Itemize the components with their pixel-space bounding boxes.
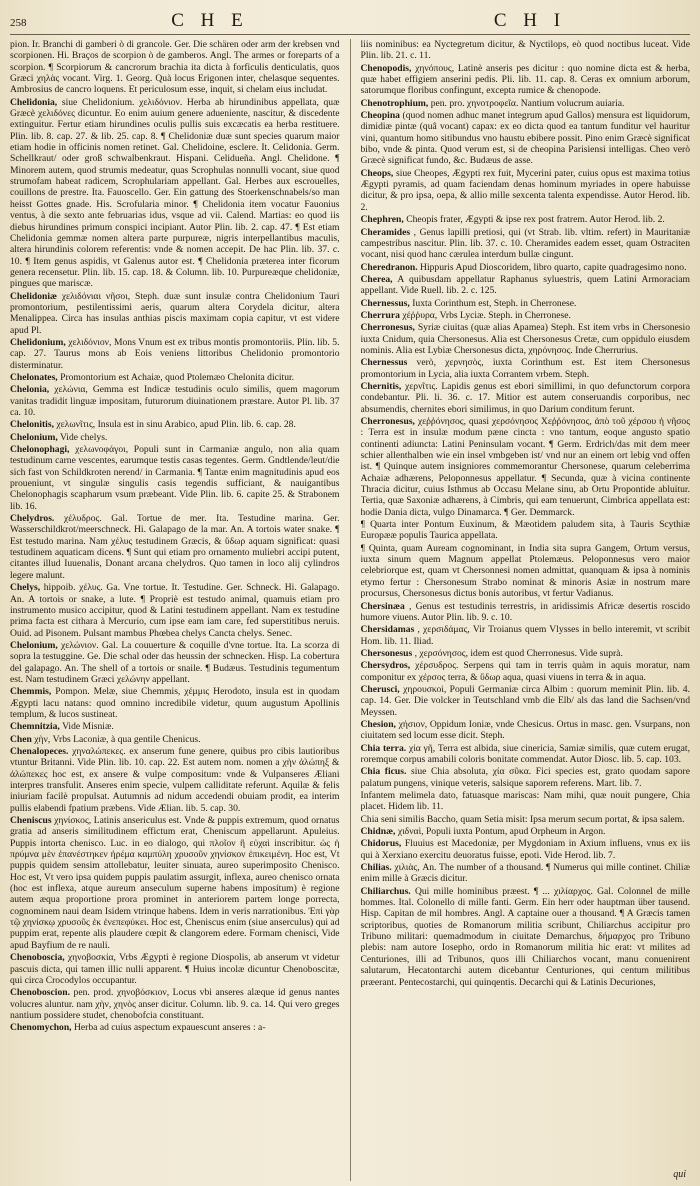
entry-headword: Chersydros, — [360, 660, 411, 672]
dictionary-entry — [361, 98, 691, 109]
entry-headword: Chilias. — [360, 862, 392, 874]
dictionary-entry — [361, 110, 691, 167]
entry-headword: Chenotrophium, — [360, 97, 429, 109]
entry-text: ¶ Quarta inter Pontum Euxinum, & Mæotidem paludem sita, à Tauris Scythiæ Europææ populis Taurica appellata. — [360, 519, 690, 542]
entry-text: (quod nomen adhuc manet integrum apud Gallos) mensura est liquidorum, dimidiæ pintæ (quâ vocant) capax: ex eo dicta quod ea tantum funditur vel hauritur vini, quantum homo sitibundus vno haustu ebibere possit. Pino enim Græcè significat bibo, vnde & pinta. Quod verum est, si de cheopina Parisiensi intelligas. Cheo verò Græcè significat fundo, &c. Budæus de asse. — [360, 110, 690, 167]
entry-headword: Chia ficus. — [360, 766, 407, 778]
dictionary-entry — [361, 39, 691, 62]
page-number: 258 — [10, 17, 27, 29]
entry-text: χελιδόνιαι νῆσοι, Steph. duæ sunt insulæ contra Chelidonium Tauri promontorium, pestilentissimi aeris, quarum altera Corydela dicitur, altera Menalippea. Circa has insulas anthias piscis maximam copia capitur, vt est videre apud Pl. — [10, 290, 340, 336]
dictionary-entry — [361, 416, 691, 518]
entry-text: Hippuris Apud Dioscoridem, libro quarto, capite quadragesimo nono. — [420, 261, 687, 273]
entry-text: χελωνῖτις, Insula est in sinu Arabico, apud Plin. lib. 6. cap. 28. — [56, 419, 296, 431]
entry-headword: Chelonitis, — [10, 419, 54, 431]
entry-headword: Chernitis, — [360, 380, 402, 392]
entry-headword: Cherea, — [360, 273, 393, 285]
dictionary-entry — [10, 513, 340, 581]
entry-headword: Chen — [10, 733, 32, 745]
dictionary-entry — [361, 826, 691, 837]
entry-text: χήσιον, Oppidum Ioniæ, vnde Chesicus. Ortus in masc. gen. Vsurpans, non ciuitatem sed locum esse dicit. Steph. — [360, 718, 690, 742]
entry-headword: Chemnitzia, — [10, 721, 60, 733]
entry-text: , Genus est testudinis terrestris, in aridissimis Africæ desertis roscido humore viuens. Autor Plin. lib. 9. c. 10. — [360, 600, 690, 623]
entry-headword: Chenoboscion. — [10, 987, 70, 999]
entry-text: , χερσιδάμας, Vir Troianus quem Vlysses in bello interemit, vt scribit Hom. lib. 11. Iliad. — [360, 624, 690, 647]
entry-text: χελώνια, Gemma est Indicæ testudinis oculo similis, quem magorum vanitas tradidit linguæ impositam, futurorum diuinationem præstare. Autor Pl. lib. 37 ca. 10. — [10, 384, 340, 418]
right-column — [361, 39, 691, 1181]
entry-text: pen. prod. χηνοβόσκιον, Locus vbi anseres alæque id genus nantes volucres aluntur. nam χὴν, χηνὸς anser dicitur. Column. lib. 9. ca. 14. Qui vero greges nantium possidere studet, chenobofcia constituant. — [10, 987, 340, 1021]
entry-headword: Chelonium, — [10, 431, 58, 443]
entry-headword: Chesion, — [360, 718, 396, 730]
dictionary-entry — [361, 624, 691, 647]
entry-text: ¶ Quinta, quam Auream cognominant, in India sita supra Gangem, Ortum versus, iuxta sinum quem Magnum appellat Ptolemæus. Peloponnesus vero maior celebriorque est, quam vt Chersonnesi nomen admittat, quanquam & ipsa à nominis etymo fertur : Chersonesum Strabo nominat & minoris Asiæ in nostrum mare procursus, Chersonesus dictus bonis autoribus, vt fertur Vadianus. — [360, 542, 690, 600]
entry-headword: Chelidonium, — [10, 336, 66, 348]
dictionary-entry — [10, 734, 340, 745]
entry-headword: Chenalopeces. — [10, 745, 69, 757]
entry-headword: Chelidonia, — [10, 96, 58, 108]
entry-headword: Chidnæ, — [360, 826, 396, 838]
entry-text: Chia seni similis Baccho, quam Setia misit: Ipsa merum secum portat, & ipsa salem. — [360, 813, 685, 825]
dictionary-entry — [361, 227, 691, 261]
dictionary-entry — [361, 214, 691, 225]
entry-headword: Cherronesus, — [360, 416, 415, 427]
entry-text: χιδναὶ, Populi iuxta Pontum, apud Orpheum in Argon. — [397, 826, 606, 838]
dictionary-entry — [10, 815, 340, 951]
entry-headword: Chephren, — [360, 214, 404, 226]
dictionary-entry — [10, 952, 340, 986]
entry-text: Pompon. Melæ, siue Chemmis, χέμμις Herodoto, insula est in quodam Ægypti lacu natans: quod omnino incredibile videtur, quum augustum Apollinis templum, & lucos sustineat. — [10, 686, 340, 720]
dictionary-entry — [361, 262, 691, 273]
entry-text: Vide Misniæ. — [62, 721, 114, 733]
dictionary-entry — [10, 384, 340, 418]
dictionary-entry — [10, 444, 340, 512]
entry-text: Syriæ ciuitas (quæ alias Apamea) Steph. Est item vrbs in Chersonesio iuxta Cnidum, quia Chersonesus. Alia est Chersonesus Cretæ, cum oppidulo eiusdem nominis. Alia est Lybiæ Chersonesus dicta, χηρόνησος. Inde Cherrurius. — [360, 322, 690, 356]
dictionary-entry — [10, 372, 340, 383]
entry-headword: Chemmis, — [10, 686, 52, 698]
entry-text: Vide chelys. — [59, 431, 108, 443]
entry-text: χὴν, Vrbs Laconiæ, à qua gentile Chenicus. — [34, 733, 201, 745]
entry-text: Herba ad cuius aspectum expauescunt anseres : a- — [73, 1022, 266, 1034]
entry-headword: Cherrura — [360, 309, 400, 321]
entry-headword: Chernessus — [360, 357, 408, 369]
entry-text: χηναλώπεκες. ex anserum fune genere, quibus pro cibis lautioribus vtuntur Britanni. Vide Plin. lib. 10. cap. 22. Est autem nom. nomen a χὴν ἀλώπηξ & ἀλώπεκες hoc est, ex ansere & vulpe compositum: vnde & Vulpanseres Æliani interpres transfulit. Anseres enim specie, vulpem calliditate referunt. Aquilæ & felis iniuriam facilè propulsat. Autumnis ad nidum accedendi obuiam prodit, ea interim pullis elabendi fpatium præbens. Vide Ælian. lib. 5. cap. 30. — [10, 745, 340, 814]
entry-text: χηνίσκος, Latinis ansericulus est. Vnde & puppis extremum, quod ornatus gratia ad anseris similitudinem effictum erat, Cheniscum appellarunt. Apuleius. Puppis intorta chenisco. Luc. in eo dialogo, qui πλοῖον ἢ εὐχαὶ inscribitur. ὡς ἡ πρύμνα μὲν ἐπανέστηκεν ἠρέμα καμπύλη χρυσοῦν χηνίσκον ἐπικειμένη. Hoc est, Vt puppis quidem sensim attollebatur, leuiter sinuata, aureo superimposito Chenisco. Hoc est, Vt vero ipsa quidem puppis paulatim assurgit, inflexa, aureo chenisco ornata (hoc est inflexa, atque aureum anseculum superne habens imposítum) è regione autem æqua proportione prora prominet in anteriorem partem longe porrecta, cognominem naui deam Isidem vtrinque habens. Idem in veris narrationibus. Ἐπὶ γὰρ τῷ χηνίσκῳ χρυσοῦς ἐκ ἐνεπεφύκει. Hoc est, Cheniscus enim (siue anserculus) qui ad puppim erat, repente alis plaudere cœpit & clangorem edere. Formam chenisci, Vide apud Bayfium de re nauli. — [10, 815, 340, 951]
dictionary-entry — [10, 337, 340, 371]
entry-text: siue Chelidonium. χελιδόνιον. Herba ab hirundinibus appellata, quæ Græcè χελιδόνες dicuntur. Eo enim auium genere adueniente, nascitur, & discedente extinguitur. Fertur etiam hirundines oculis pullis suis excæcatis ea herba restituere. Plin. lib. 8. cap. 27. & lib. 25. cap. 8. ¶ Chelidoniæ duæ sunt species quarum maior etiam hodie in officinis nomen retinet. Gal. Chelidoine, esclere. It. Celidonia. Germ. Schellkraut/ oder groß schwalbenkraut. Hispani. Celidueña. Angl. Chelidone. ¶ Minorem autem, quod strumis medeatur, quas Scrophulas nonnulli vocant, siue quod strumofam habeat radicem, Scrophulariam appellant. Gal. Herbes aux escrouelles, couillons de prestre. Ita. Fauoscello. Ger. Ein gattung des Stoerkenschnabels/so man heisst Gottes gnade. His. Scrofularia minor. ¶ Chelidonia item vocatur Fauonius ventus, à die sexto ante februarias idus, vsque ad vii. Calend. Martias: eo quod iis diebus hirundines primum conspici incipiant. Autor Plin. lib. 2. cap. 47. ¶ Est etiam Chelidonia gemmæ nomen altera parte purpureæ, nigris interpellantibus maculis, altera hirundinis colorem referentis: vnde & nomen accepit. De hac Plin. lib. 37. c. 10. ¶ Item genus aspidis, vt Galenus autor est. ¶ Chelidonia præterea inter ficorum genera recensetur. Plin. lib. 15. cap. 18. & Column. lib. 10. Purpureæque chelidoniæ, pingues que mariscæ. — [10, 96, 340, 290]
entry-headword: Cheniscus — [10, 815, 52, 827]
entry-text: χία γῆ, Terra est albida, siue cinericia, Samiæ similis, quæ cutem erugat, roremque corpus amabili coloris bonitate commendat. Autor Diosc. lib. 5. cap. 103. — [360, 742, 690, 765]
dictionary-entry — [361, 381, 691, 415]
dictionary-entry — [10, 1022, 340, 1033]
entry-headword: Chidorus, — [360, 838, 402, 850]
dictionary-entry — [10, 721, 340, 732]
dictionary-entry — [361, 814, 691, 825]
entry-headword: Chernessus, — [360, 297, 410, 309]
entry-headword: Chelonophagi, — [10, 444, 70, 456]
dictionary-entry — [10, 987, 340, 1021]
entry-headword: Chelonia, — [10, 384, 50, 396]
entry-text: χελώνιον. Gal. La couuerture & coquille d'vne tortue. Ita. La scorza di sopra la testuggine. Ge. Die schal oder das heussin der schnecken. Hisp. La cobertura del galapago. An. The shell of a tortois or snaile. ¶ Budæus. Testudinis tegumentum est. Nam testudinem Græci χελώνην appellant. — [10, 639, 340, 685]
dictionary-entry — [361, 357, 691, 380]
dictionary-entry — [361, 719, 691, 742]
entry-text: χέῤῥυρα, Vrbs Lyciæ. Steph. in Cherronese. — [402, 309, 571, 321]
column-rule — [350, 39, 351, 1181]
entry-text: siue Chia absoluta, χία σῦκα. Fici species est, grato quodam sapore palatum pungens, vinique veteris, salsique saporem referens. Mart. lib. 7. — [360, 766, 690, 789]
entry-headword: Chenopodis, — [360, 62, 412, 74]
dictionary-entry — [361, 543, 691, 600]
dictionary-entry — [10, 640, 340, 685]
dictionary-entry — [10, 432, 340, 443]
dictionary-entry — [361, 601, 691, 624]
entry-text: Cheopis frater, Ægypti & ipse rex post fratrem. Autor Herod. lib. 2. — [406, 214, 665, 226]
entry-text: Iuxta Corinthum est, Steph. in Cherronese. — [412, 297, 577, 309]
entry-headword: Chersonesus — [360, 647, 413, 659]
dictionary-entry — [10, 39, 340, 96]
entry-headword: Chiliarchus. — [360, 885, 411, 897]
dictionary-entry — [361, 838, 691, 861]
dictionary-entry — [361, 684, 691, 718]
dictionary-entry — [361, 322, 691, 356]
entry-headword: Chenomychon, — [10, 1022, 72, 1034]
entry-text: liis nominibus: ea Nyctegretum dicitur, & Nyctilops, eò quod noctibus luceat. Vide Plin. lib. 21. c. 11. — [360, 39, 690, 62]
dictionary-entry — [10, 419, 340, 430]
head-word-left: C H E — [171, 10, 249, 31]
entry-text: verò, χερνησὸς, iuxta Corinthum est. Est item Chersonesus promontorium in Lycia, alia iuxta Corrantem vrbem. Steph. — [360, 357, 690, 380]
dictionary-entry — [361, 63, 691, 97]
entry-headword: Chelydros. — [10, 513, 55, 525]
dictionary-entry — [10, 582, 340, 639]
entry-headword: Cheredranon. — [360, 261, 418, 273]
entry-headword: Chelys, — [10, 582, 41, 594]
entry-text: A quibusdam appellatur Raphanus syluestris, quem Latini Armoraciam appellant. Vide Ruell. lib. 2. c. 125. — [360, 273, 690, 297]
entry-text: χελωνοφάγοι, Populi sunt in Carmaniæ angulo, non alia quam testudinum carne vescentes, earumque testis casas tegentes. Germ. Gndtlende/leut/die sich fast von Schildkroten nerend/ in Carmania. ¶ Tantæ enim magnitudinis apud eos proueniunt, vt singulæ singulis casis tegendis sufficiant, & nauigantibus Chelonophagis scapharum vsum præbeant. Vide Plin. lib. 6. capite 25. & Strabonem lib. 16. — [10, 444, 340, 512]
entry-text: χερνῖτις. Lapidis genus est ebori simillimi, in quo defunctorum corpora condebantur. Pli. li. 36. c. 17. Mitior est autem conseruandis corporibus, nec absumendis, chernites ebori similimus, in quo Darium conditum ferunt. — [360, 380, 690, 415]
dictionary-entry — [361, 648, 691, 659]
entry-text: pen. pro. χηνοτροφεῖα. Nantium volucrum auiaria. — [430, 97, 625, 109]
entry-text: , χερσόνησος, idem est quod Cherronesus. Vide suprà. — [414, 647, 623, 659]
entry-headword: Chelonates, — [10, 371, 58, 383]
entry-headword: Chia terra. — [360, 742, 407, 754]
dictionary-entry — [361, 886, 691, 988]
entry-text: χεῤῥόνησος, quasi χερσόνησος Χεῤῥόνησος, ἀπὸ τοῦ χέρσου ἡ νῆσος : Terra est in insulæ modum pæne cincta : vno tantum, eoque angusto spatio continenti adiuncta: Latini Peninsulam vocant. ¶ Germ. Erdrich/das mit dem meer schier allenthalben wie ein insel vmbgeben ist/ vnd nur an einem ort lebig vnd offen ist. ¶ Quinque autem insigniores commemorantur Chersonese, quarum celeberrima Achaiæ adhærens, Peloponnesus appellatur. ¶ Secunda, quæ à vicina continente Thracia dicitur, cuius Isthmus ab Occasu Melane sinu, ab Ortu Propontide abluitur. Tertia, quæ Saxoniæ adhærens, à Cimbris, qui eam tenuerunt, Cimbrica appellata est: hodie Dania dicta, vulgo Dinamarca. ¶ Ger. Demmarck. — [360, 416, 690, 518]
dictionary-entry — [361, 743, 691, 766]
entry-headword: Chelidoniæ — [10, 290, 57, 302]
dictionary-entry — [361, 168, 691, 213]
head-word-right: C H I — [493, 10, 567, 31]
entry-text: , Genus lapilli pretiosi, qui (vt Strab. lib. vltim. refert) in Mauritaniæ campestribus nascitur. Plin. lib. 37. c. 10. Cheramides eadem esset, quam Ostraciten vocant, nisi quod hanc cærulea interdum bullæ cingunt. — [360, 226, 690, 261]
entry-text: χηνόπους, Latinè anseris pes dicitur : quo nomine dicta est & herba, quæ habet effigiem anserini pedis. Pli. lib. 11. cap. 8. Ceras ex omnium arborum, satorumque floribus confingunt, excepta rumice & chenopode. — [360, 62, 690, 97]
dictionary-entry — [361, 660, 691, 683]
entry-text: Promontorium est Achaiæ, quod Ptolemæo Chelonita dicitur. — [60, 371, 295, 383]
entry-headword: Cherusci, — [360, 683, 400, 695]
running-head — [10, 10, 690, 35]
entry-text: χελιδόνιον, Mons Vnum est ex tribus montis promontoriis. Plin. lib. 5. cap. 27. Taurus mons ab Eois veniens littoribus Chelidonio promontorio disterminatur. — [10, 336, 340, 371]
entry-text: χέρσυδρος. Serpens qui tam in terris quàm in aquis moratur, nam componitur ex χέρσος terra, & ὕδωρ aqua, quasi viuens in terra & in aqua. — [360, 660, 690, 683]
dictionary-entry — [361, 298, 691, 309]
entry-headword: Chenoboscia, — [10, 952, 65, 964]
dictionary-entry — [10, 746, 340, 814]
left-column — [10, 39, 340, 1181]
entry-text: χηρουσκοὶ, Populi Germaniæ circa Albim : quorum meminit Plin. lib. 4. cap. 14. Ger. Die volcker in Teutschland vmb die Elb/ als das land die Sachsen/vnd Meyssen. — [360, 683, 690, 718]
dictionary-entry — [10, 97, 340, 290]
columns — [10, 39, 690, 1181]
entry-headword: Cheops, — [360, 167, 394, 179]
dictionary-entry — [10, 291, 340, 336]
entry-text: hippoib. χέλυς. Ga. Vne tortue. It. Testudine. Ger. Schneck. Hi. Galapago. An. A tortois or snake, a lute. ¶ Propriè est testudo animal, quamuis etiam pro instrumento musico accipitur, quod & Latini testudinem appellant. Nam ex testudine prima facta est cithara à Mercurio, cum ipse eam iam care, fed superstitibus neruis. Ouid. ad Pisonem. Pulsant mambus Phœbea chelys Cancta chelys. Senec. — [10, 582, 340, 639]
dictionary-entry — [361, 766, 691, 789]
dictionary-entry — [361, 790, 691, 813]
entry-headword: Chersidamas — [360, 624, 415, 636]
dictionary-entry — [361, 310, 691, 321]
entry-text: Qui mille hominibus præest. ¶ ... χιλίαρχος. Gal. Colonnel de mille hommes. Ital. Colonello di mille fanti. Germ. Ein herr oder hauptman über tausend. Hisp. Capitan de mil hombres. Angl. A captaine ouer a thousand. ¶ A Græcis tamen scriptoribus, quoties de Romanorum militia scribunt, Chiliarchus accipitur pro Tribuno militari: quemadmodum in ciuitate Demarchus, δήμαρχος pro Tribuno plebis: nam autore Iosepho, ordo in Romanorum militia hic erat: vt milites ad Centuriones, illi ad Tribunos, quos illi Chiliarchos vocant, manu conuenirent salutarum, Hecatontarchi autem dicebantur Centuriones, qui centum militibus præerant. Pentecostarchi, qui quinqentis. Decarchi qui & Latinis Decuriones, — [360, 885, 690, 988]
dictionary-entry — [361, 519, 691, 542]
entry-text: pion. Ir. Branchi di gamberi ò di grancole. Ger. Die schären oder arm der krebsen vnd scorpionen. Hi. Braços de scorpion ò de gamberos. Angl. The armes or foreparts of a scorpion. ¶ Scorpiorum & cancrorum brachia ita dicta à forficulis denticulatis, quos Græci χηλὰς vocant. Virg. 1. Georg. Quà locus Erigonen inter, chelasque sequentes. Ambrosius de cancro loquens. Et periculosum esse, inquit, si chelam eius includat. — [10, 39, 340, 96]
entry-text: Infantem melimela dato, fatuasque mariscas: Nam mihi, quæ nouit pungere, Chia placet. Hidem lib. 11. — [360, 790, 690, 813]
entry-text: χέλυδρος. Gal. Tortue de mer. Ita. Testudine marina. Ger. Wasserschildkrot/meerschneck. Hi. Galapago de la mar. An. A tortois water snake. ¶ Est testudo marina. Nam χέλυς testudinem Græcis, & ὕδωρ aquam significat: quasi testudinem aquaticam dicens. ¶ Sunt qui etiam pro ornamento muliebri accipi putent, citantes illud Iuuenalis, Donant arcana chelydros. Quo tamen in loco alij cylindros legere malunt. — [10, 513, 340, 581]
entry-text: siue Cheopes, Ægypti rex fuit, Mycerini pater, cuius opus est maxima totius Ægypti pyramis, ad quam faciendam denas hominum myriades in opere habuisse dicitur, & pro ipsa, oepa, & allio mille sexcenta talenta expendisse. Autor Herod. lib. 2. — [360, 167, 690, 213]
dictionary-entry — [361, 274, 691, 297]
entry-headword: Chelonium, — [10, 639, 58, 651]
entry-headword: Chersinæa — [360, 600, 405, 612]
entry-text: χιλιὰς, An. The number of a thousand. ¶ Numerus qui mille continet. Chiliæ enim mille à Græcis dicitur. — [360, 862, 690, 885]
entry-headword: Cheopina — [360, 110, 400, 122]
entry-text: Fluuius est Macedoniæ, per Mygdoniam in Axium influens, vnus ex iis qui à Xerxiano exercitu deuoratus fuisse, epoti. Vide Herod. lib. 7. — [360, 838, 690, 861]
catchword: qui — [673, 1169, 686, 1180]
entry-headword: Cherronesus, — [360, 322, 415, 334]
entry-headword: Cheramides — [360, 226, 411, 238]
entry-text: χηνοβοσκία, Vrbs Ægypti è regione Diospolis, ab anserum vt videtur pascuis dicta, qui tamen illic nulli apparent. ¶ Huius incolæ dicuntur Chenoboscitæ, qui circa Crocodylos occupantur. — [10, 952, 340, 986]
dictionary-entry — [361, 862, 691, 885]
dictionary-entry — [10, 686, 340, 720]
